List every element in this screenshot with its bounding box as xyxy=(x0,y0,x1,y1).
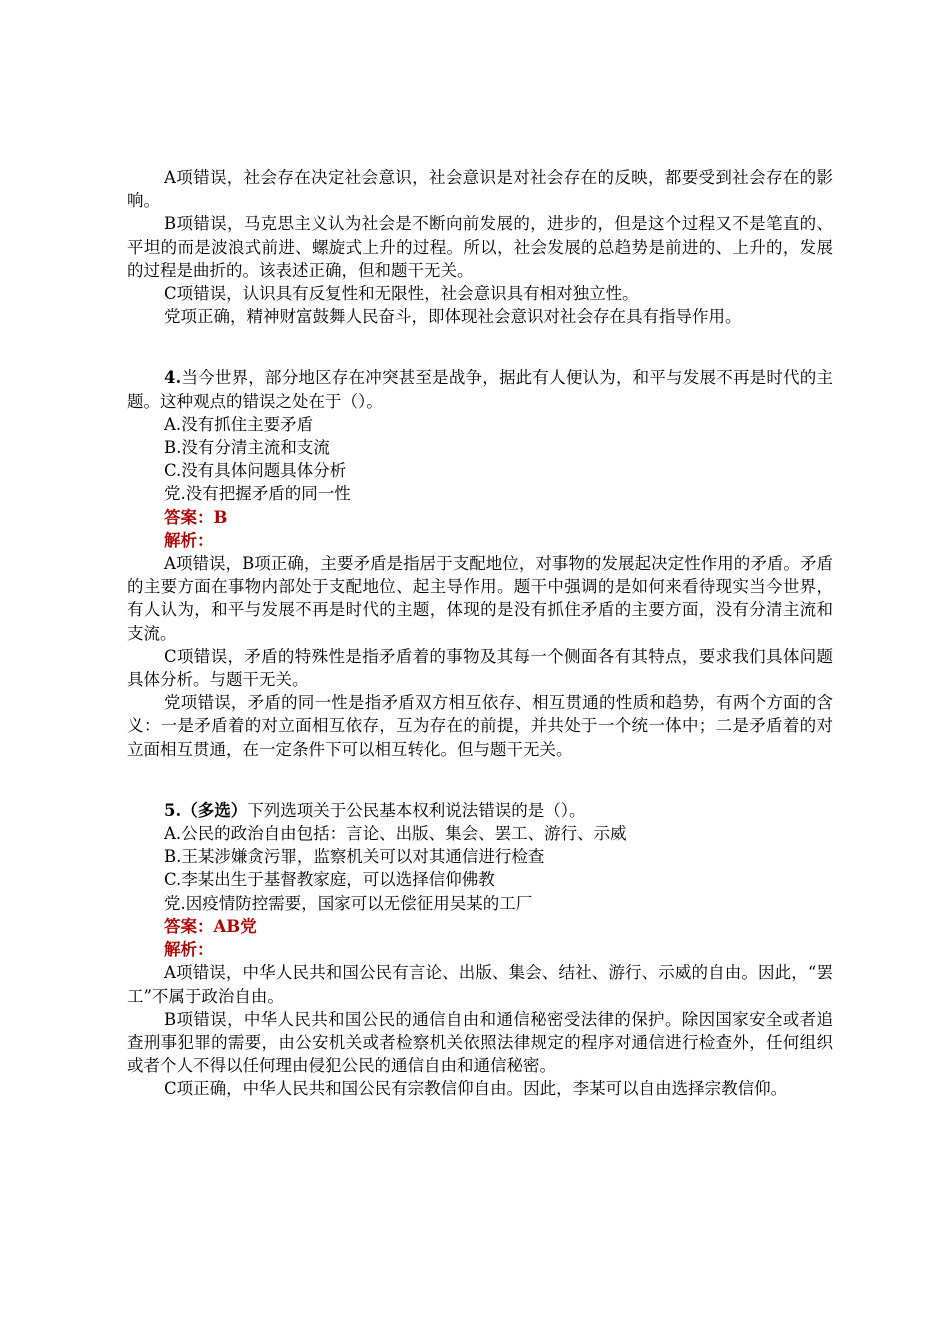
q3-analysis-paragraph: A项错误，社会存在决定社会意识，社会意识是对社会存在的反映，都要受到社会存在的影响。 xyxy=(127,168,833,211)
question-text: 下列选项关于公民基本权利说法错误的是（）。 xyxy=(247,800,586,820)
option-b: B.王某涉嫌贪污罪，监察机关可以对其通信进行检查 xyxy=(164,847,545,867)
q3-analysis-paragraph: 党项正确，精神财富鼓舞人民奋斗，即体现社会意识对社会存在具有指导作用。 xyxy=(164,307,742,327)
analysis-paragraph: 党项错误，矛盾的同一性是指矛盾双方相互依存、相互贯通的性质和趋势，有两个方面的含义：一是矛盾着的对立面相互依存，互为存在的前提，并共处于一个统一体中；二是矛盾着的对立面相互贯通，在一定条件下可以相互转化。但与题干无关。 xyxy=(127,693,833,759)
question-stem xyxy=(127,366,833,412)
q3-analysis-paragraph: C项错误，认识具有反复性和无限性，社会意识具有相对独立性。 xyxy=(164,284,639,304)
question-tag: （多选） xyxy=(181,800,248,820)
question-5 xyxy=(127,799,833,1101)
q3-analysis xyxy=(127,166,833,328)
analysis-label: 解析： xyxy=(164,940,214,960)
analysis-label: 解析： xyxy=(164,530,214,550)
answer-label: 答案：AB党 xyxy=(164,916,257,936)
option-c: C.没有具体问题具体分析 xyxy=(164,461,347,481)
option-c: C.李某出生于基督教家庭，可以选择信仰佛教 xyxy=(164,870,495,890)
analysis-paragraph: C项正确，中华人民共和国公民有宗教信仰自由。因此，李某可以自由选择宗教信仰。 xyxy=(164,1079,788,1099)
question-number: 5. xyxy=(164,800,182,820)
option-a: A.没有抓住主要矛盾 xyxy=(164,414,314,434)
analysis-paragraph: C项错误，矛盾的特殊性是指矛盾着的事物及其每一个侧面各有其特点，要求我们具体问题具体分析。与题干无关。 xyxy=(127,646,833,690)
option-d: 党.没有把握矛盾的同一性 xyxy=(164,484,351,504)
question-4 xyxy=(127,366,833,760)
question-stem xyxy=(127,799,833,822)
question-number: 4. xyxy=(164,368,182,388)
option-b: B.没有分清主流和支流 xyxy=(164,438,330,458)
document-page xyxy=(127,166,833,1101)
option-d: 党.因疫情防控需要，国家可以无偿征用吴某的工厂 xyxy=(164,893,533,913)
answer-label: 答案：B xyxy=(164,507,228,527)
q3-analysis-paragraph: B项错误，马克思主义认为社会是不断向前发展的，进步的，但是这个过程又不是笔直的、平坦的而是波浪式前进、螺旋式上升的过程。所以，社会发展的总趋势是前进的、上升的，发展的过程是曲折的。该表述正确，但和题干无关。 xyxy=(127,214,833,280)
analysis-paragraph: A项错误，B项正确，主要矛盾是指居于支配地位，对事物的发展起决定性作用的矛盾。矛盾的主要方面在事物内部处于支配地位、起主导作用。题干中强调的是如何来看待现实当今世界，有人认为，和平与发展不再是时代的主题，体现的是没有抓住矛盾的主要方面，没有分清主流和支流。 xyxy=(127,554,833,643)
analysis-paragraph: B项错误，中华人民共和国公民的通信自由和通信秘密受法律的保护。除因国家安全或者追查刑事犯罪的需要，由公安机关或者检察机关依照法律规定的程序对通信进行检查外，任何组织或者个人不得以任何理由侵犯公民的通信自由和通信秘密。 xyxy=(127,1009,833,1076)
analysis-paragraph: A项错误，中华人民共和国公民有言论、出版、集会、结社、游行、示威的自由。因此，“罢工”不属于政治自由。 xyxy=(127,963,833,1006)
option-a: A.公民的政治自由包括：言论、出版、集会、罢工、游行、示威 xyxy=(164,824,627,844)
question-text: 当今世界，部分地区存在冲突甚至是战争，据此有人便认为，和平与发展不再是时代的主题。这种观点的错误之处在于（）。 xyxy=(127,368,833,411)
